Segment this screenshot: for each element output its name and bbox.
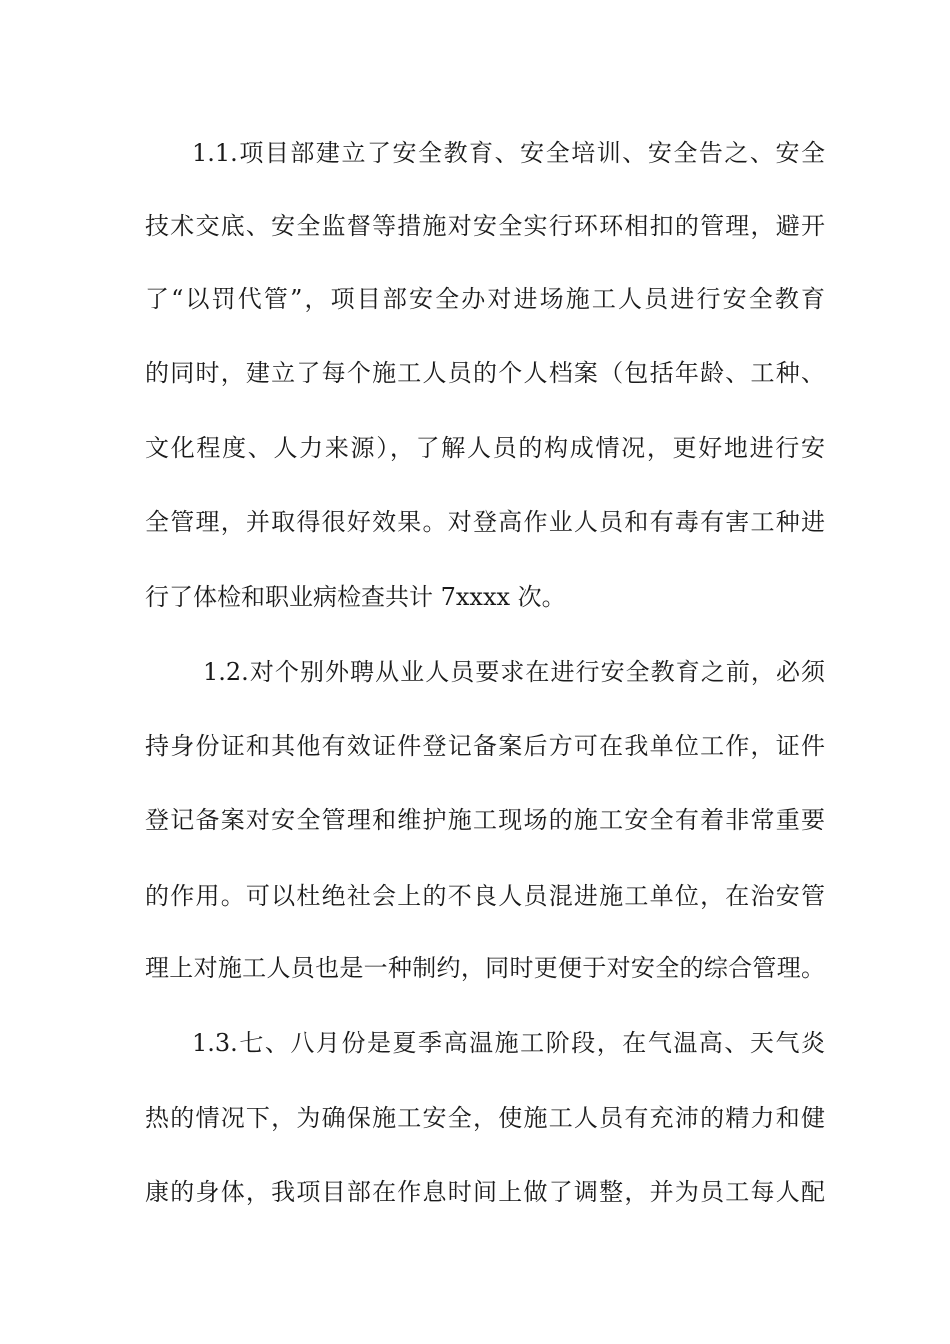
text-line-10: 登记备案对安全管理和维护施工现场的施工安全有着非常重要 [145,806,825,834]
text-line-7: 行了体检和职业病检查共计 7xxxx 次。 [145,583,566,611]
text-line-5: 文化程度、人力来源），了解人员的构成情况，更好地进行安 [145,434,825,462]
text-line-4: 的同时，建立了每个施工人员的个人档案（包括年龄、工种、 [145,359,825,387]
text-line-3: 了“以罚代管”，项目部安全办对进场施工人员进行安全教育 [145,285,825,313]
text-line-8: 1.2.对个别外聘从业人员要求在进行安全教育之前，必须 [203,658,825,686]
text-line-14: 热的情况下，为确保施工安全，使施工人员有充沛的精力和健 [145,1104,825,1132]
text-line-1: 1.1.项目部建立了安全教育、安全培训、安全告之、安全 [192,139,825,167]
text-line-12: 理上对施工人员也是一种制约，同时更便于对安全的综合管理。 [145,954,825,982]
text-line-2: 技术交底、安全监督等措施对安全实行环环相扣的管理，避开 [145,212,825,240]
text-line-13: 1.3.七、八月份是夏季高温施工阶段，在气温高、天气炎 [192,1029,825,1057]
text-line-6: 全管理，并取得很好效果。对登高作业人员和有毒有害工种进 [145,508,825,536]
text-line-9: 持身份证和其他有效证件登记备案后方可在我单位工作，证件 [145,732,825,760]
text-line-11: 的作用。可以杜绝社会上的不良人员混进施工单位，在治安管 [145,882,825,910]
text-line-15: 康的身体，我项目部在作息时间上做了调整，并为员工每人配 [145,1178,825,1206]
